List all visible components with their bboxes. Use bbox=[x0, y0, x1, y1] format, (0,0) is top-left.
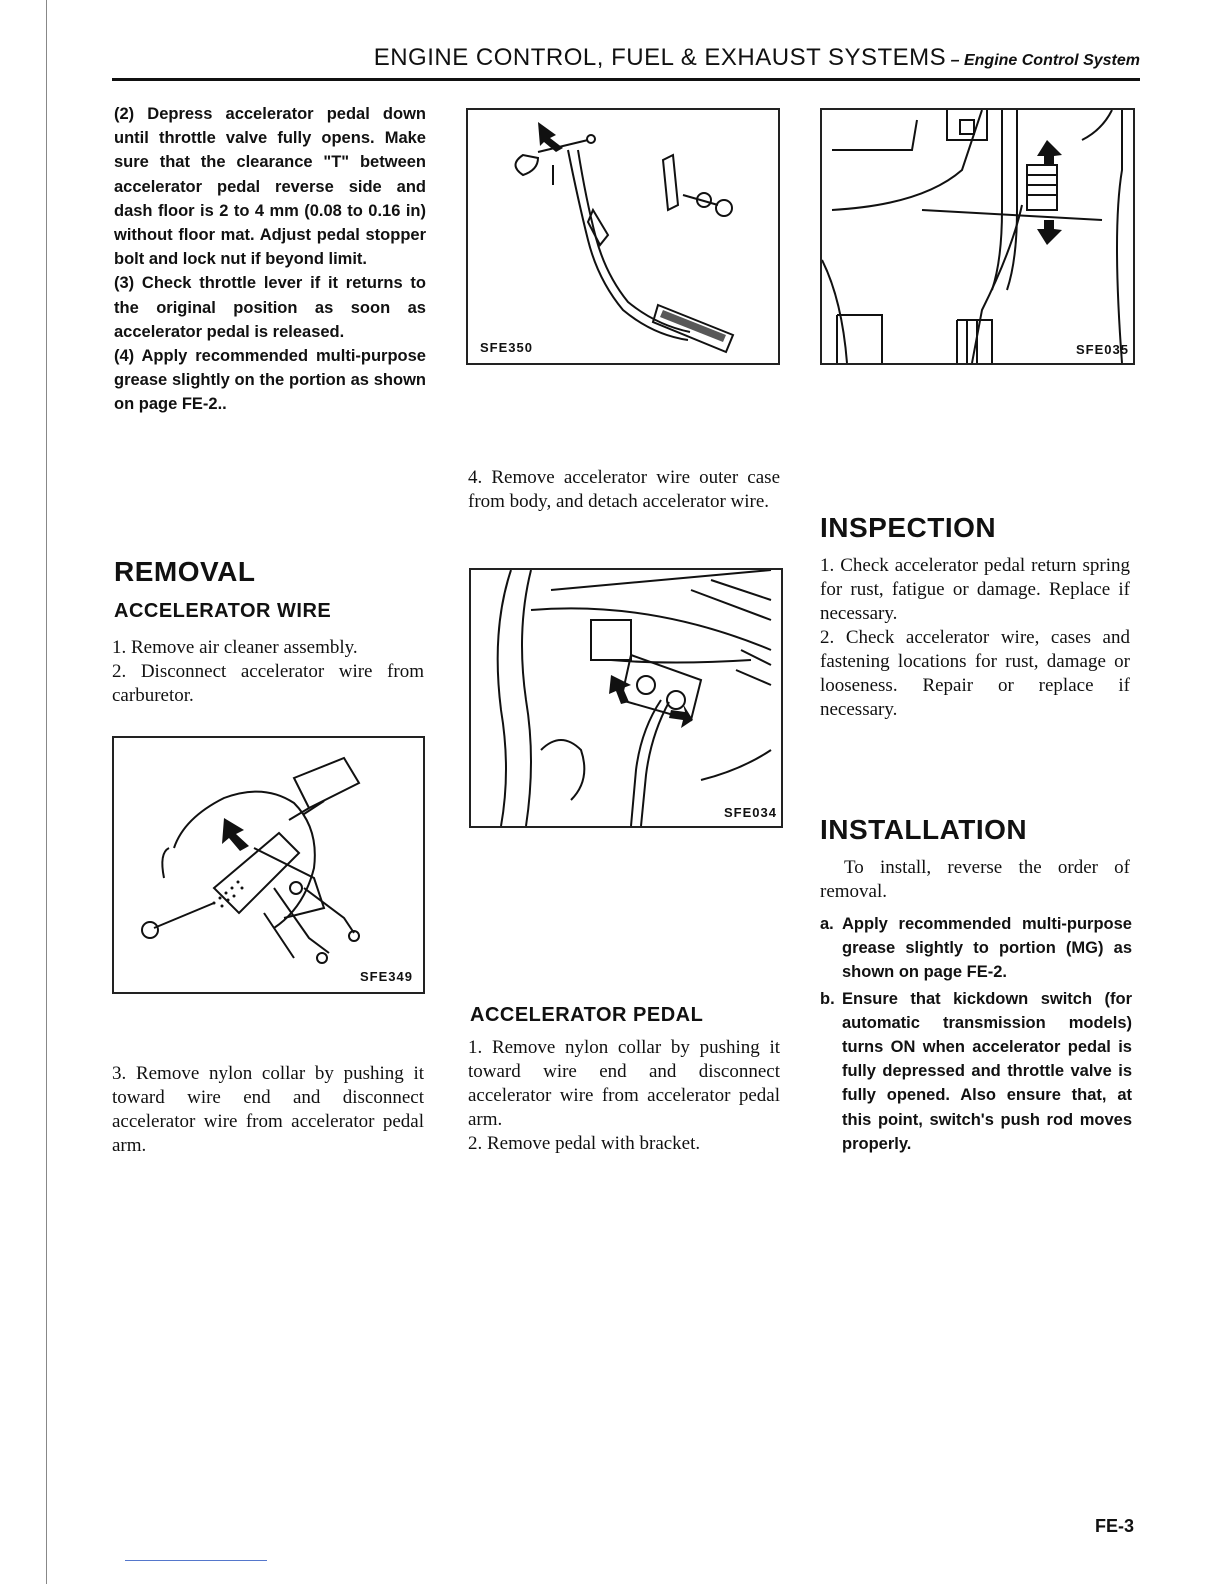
pedal-step: 1. Remove nylon collar by pushing it toward wire end and disconnect accelerator wire from accelerator pedal arm. bbox=[468, 1037, 780, 1130]
wire-step: 2. Disconnect accelerator wire from carburetor. bbox=[112, 661, 424, 706]
figure-label: SFE349 bbox=[360, 969, 413, 984]
installation-notes bbox=[820, 912, 1132, 1156]
engine-bay-illustration bbox=[471, 570, 781, 826]
adjustment-step: (3) Check throttle lever if it returns to the original position as soon as accelerator pedal is released. bbox=[114, 274, 426, 341]
wire-step-4: 4. Remove accelerator wire outer case from body, and detach accelerator wire. bbox=[468, 467, 780, 512]
adjustment-step: (2) Depress accelerator pedal down until throttle valve fully opens. Make sure that the clearance "T" between accelerator pedal reverse side and dash floor is 2 to 4 mm (0.08 to 0.16 in) without floor mat. Adjust pedal stopper bolt and lock nut if beyond limit. bbox=[114, 105, 426, 269]
page-header bbox=[112, 44, 1140, 81]
note-letter: b. bbox=[820, 989, 835, 1008]
adjustment-steps bbox=[114, 102, 426, 417]
header-dash: – bbox=[946, 52, 964, 69]
pedal-removal-steps bbox=[468, 1036, 780, 1156]
installation-heading: INSTALLATION bbox=[820, 814, 1028, 845]
wire-step-3: 3. Remove nylon collar by pushing it toward wire end and disconnect accelerator wire from accelerator pedal arm. bbox=[112, 1063, 424, 1156]
installation-note bbox=[820, 987, 1132, 1156]
wire-removal-steps bbox=[112, 636, 424, 708]
kickdown-switch-illustration bbox=[822, 110, 1133, 363]
wire-step: 1. Remove air cleaner assembly. bbox=[112, 637, 358, 658]
accelerator-pedal-illustration bbox=[468, 110, 778, 363]
figure-label: SFE350 bbox=[480, 340, 533, 355]
inspection-step: 1. Check accelerator pedal return spring for rust, fatigue or damage. Replace if necessary. bbox=[820, 555, 1130, 624]
note-text: Ensure that kickdown switch (for automatic transmission models) turns ON when accelerator pedal is fully depressed and throttle valve is fully opened. Also ensure that, at this point, switch's push rod moves properly. bbox=[842, 989, 1132, 1153]
installation-intro: To install, reverse the order of removal. bbox=[820, 857, 1130, 902]
adjustment-step: (4) Apply recommended multi-purpose grease slightly on the portion as shown on page FE-2.. bbox=[114, 347, 426, 414]
note-letter: a. bbox=[820, 915, 834, 933]
figure-sfe035 bbox=[820, 108, 1135, 365]
inspection-step: 2. Check accelerator wire, cases and fastening locations for rust, damage or looseness. Repair or replace if necessary. bbox=[820, 627, 1130, 720]
figure-sfe034 bbox=[469, 568, 783, 828]
figure-label: SFE034 bbox=[724, 805, 777, 820]
footer-line bbox=[125, 1560, 267, 1561]
removal-heading: REMOVAL bbox=[114, 556, 256, 587]
header-section-title: ENGINE CONTROL, FUEL & EXHAUST SYSTEMS bbox=[373, 44, 947, 71]
installation-note bbox=[820, 912, 1132, 985]
header-subsection-title: Engine Control System bbox=[963, 52, 1140, 69]
page-number: FE-3 bbox=[1094, 1516, 1134, 1536]
accelerator-pedal-heading: ACCELERATOR PEDAL bbox=[470, 1004, 704, 1026]
figure-sfe349 bbox=[112, 736, 425, 994]
inspection-heading: INSPECTION bbox=[820, 512, 997, 543]
carburetor-wire-illustration bbox=[114, 738, 423, 992]
figure-label: SFE035 bbox=[1076, 342, 1129, 357]
inspection-steps bbox=[820, 554, 1130, 722]
figure-sfe350 bbox=[466, 108, 780, 365]
note-text: Apply recommended multi-purpose grease slightly to portion (MG) as shown on page FE-2. bbox=[842, 915, 1132, 982]
margin-rule bbox=[46, 0, 47, 1584]
pedal-step: 2. Remove pedal with bracket. bbox=[468, 1133, 701, 1154]
accelerator-wire-heading: ACCELERATOR WIRE bbox=[114, 600, 332, 622]
